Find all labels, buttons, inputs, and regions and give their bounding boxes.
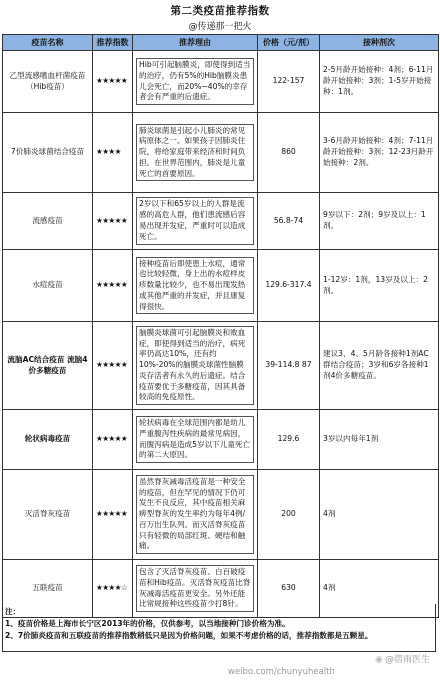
weibo-url: weibo.com/chunyuhealth	[228, 667, 335, 677]
vaccine-table	[2, 34, 439, 618]
rating-stars: ★★★★★	[93, 250, 133, 322]
rating-stars: ★★★★☆	[93, 560, 133, 618]
column-header-rating: 推荐指数	[93, 35, 133, 51]
vaccine-name: 五联疫苗	[3, 560, 93, 618]
recommend-reason	[133, 113, 258, 193]
author-handle: @传递那一把火	[188, 22, 252, 32]
price: 129.6-317.4	[258, 250, 320, 322]
vaccine-name: 7价肺炎球菌结合疫苗	[3, 113, 93, 193]
rating-stars: ★★★★★	[93, 193, 133, 250]
reason-text: 接种疫苗后即使患上水痘，通常也比较轻微，身上出的水痘样皮疹数量比较少，也不易出现发热或其他严重的并发症，并且康复得很快。	[136, 257, 254, 315]
table-row	[3, 322, 439, 410]
page-title: 第二类疫苗推荐指数	[170, 5, 270, 17]
column-header-name: 疫苗名称	[3, 35, 93, 51]
recommend-reason	[133, 250, 258, 322]
reason-text: Hib可引起脑膜炎，即使得到适当的治疗，仍有5%的Hib脑膜炎患儿会死亡，而20%~40%的幸存者会有严重的后遗症。	[136, 58, 254, 105]
column-header-price: 价格（元/剂）	[258, 35, 320, 51]
reason-text: 肺炎球菌是引起小儿肺炎的常见病原体之一。如果孩子因肺炎住院，将给家庭带来经济和时间负担。在世界范围内，肺炎是儿童死亡的首要原因。	[136, 124, 254, 182]
note-item: 2、7价肺炎疫苗和五联疫苗的推荐指数稍低只是因为价格问题，如果不考虑价格的话，推荐指数都是五颗星。	[5, 630, 373, 640]
table-row	[3, 193, 439, 250]
table-row	[3, 250, 439, 322]
rating-stars: ★★★★★	[93, 322, 133, 410]
weibo-logo-icon: ◉	[375, 655, 383, 665]
vaccine-name: 灭活脊灰疫苗	[3, 470, 93, 560]
dose-schedule: 1-12岁：1剂，13岁及以上：2剂。	[320, 250, 439, 322]
price: 122-157	[258, 51, 320, 113]
recommend-reason	[133, 410, 258, 470]
table-header-row	[3, 35, 439, 51]
price: 630	[258, 560, 320, 618]
reason-text: 包含了灭活脊灰疫苗、白百破疫苗和Hib疫苗。灭活脊灰疫苗比脊灰减毒活疫苗更安全。另外还能比常规接种这些疫苗少打8针。	[136, 565, 254, 612]
recommend-reason	[133, 470, 258, 560]
reason-text: 脑膜炎球菌可引起脑膜炎和败血症，即使得到适当的治疗，病死率仍高达10%，还有约10%-20%的脑膜炎球菌性脑膜炎存活者有永久的后遗症。结合疫苗要优于多糖疫苗，因其具备较高的免疫原性。	[136, 326, 254, 405]
price: 200	[258, 470, 320, 560]
vaccine-name: 乙型流感嗜血杆菌疫苗（Hib疫苗）	[3, 51, 93, 113]
dose-schedule: 4剂	[320, 470, 439, 560]
weibo-name: @蓿雨医生	[384, 655, 430, 665]
price: 39-114.8 87	[258, 322, 320, 410]
price: 129.6	[258, 410, 320, 470]
recommend-reason	[133, 193, 258, 250]
reason-text: 轮状病毒在全球范围内都是幼儿严重腹泻性疾病的最常见病因，而腹泻病是造成5岁以下儿童死亡的第二大原因。	[136, 416, 254, 463]
recommend-reason	[133, 322, 258, 410]
table-row	[3, 470, 439, 560]
dose-schedule: 9岁以下：2剂；9岁及以上：1剂。	[320, 193, 439, 250]
reason-text: 虽然脊灰减毒活疫苗是一种安全的疫苗，但在罕见的情况下仍可发生不良反应，其中疫苗相关麻痹型脊灰的发生率约为每年4例/百万出生队列。而灭活脊灰疫苗只有轻微的局部红斑、硬结和触痛。	[136, 475, 254, 554]
weibo-brand	[375, 652, 430, 665]
reason-text: 2岁以下和65岁以上的人群是流感的高危人群，他们患流感后容易出现并发症，严重时可以造成死亡。	[136, 197, 254, 244]
column-header-reason: 推荐理由	[133, 35, 258, 51]
rating-stars: ★★★★★	[93, 51, 133, 113]
column-header-doses: 接种剂次	[320, 35, 439, 51]
watermark	[222, 655, 432, 685]
vaccine-name: 轮状病毒疫苗	[3, 410, 93, 470]
notes-heading: 注：	[5, 607, 21, 616]
table-row	[3, 51, 439, 113]
vaccine-name: 流脑AC结合疫苗 流脑4价多糖疫苗	[3, 322, 93, 410]
dose-schedule: 4剂	[320, 560, 439, 618]
notes-section	[2, 604, 436, 652]
rating-stars: ★★★★	[93, 113, 133, 193]
note-item: 1、疫苗价格是上海市长宁区2013年的价格，仅供参考，以当地接种门诊价格为准。	[5, 618, 290, 628]
dose-schedule: 3-6月龄开始接种：4剂；7-11月龄开始接种：3剂；12-23月龄开始接种：2剂。	[320, 113, 439, 193]
vaccine-name: 水痘疫苗	[3, 250, 93, 322]
dose-schedule: 3岁以内每年1剂	[320, 410, 439, 470]
price: 860	[258, 113, 320, 193]
dose-schedule: 建议3、4、5月龄各接种1剂AC群结合疫苗；3岁和6岁各接种1剂4价多糖疫苗。	[320, 322, 439, 410]
vaccine-name: 流感疫苗	[3, 193, 93, 250]
table-row	[3, 410, 439, 470]
dose-schedule: 2-5月龄开始接种：4剂；6-11月龄开始接种：3剂；1-5岁开始接种：1剂。	[320, 51, 439, 113]
table-row	[3, 113, 439, 193]
price: 56.8-74	[258, 193, 320, 250]
rating-stars: ★★★★★	[93, 470, 133, 560]
recommend-reason	[133, 51, 258, 113]
rating-stars: ★★★★★	[93, 410, 133, 470]
